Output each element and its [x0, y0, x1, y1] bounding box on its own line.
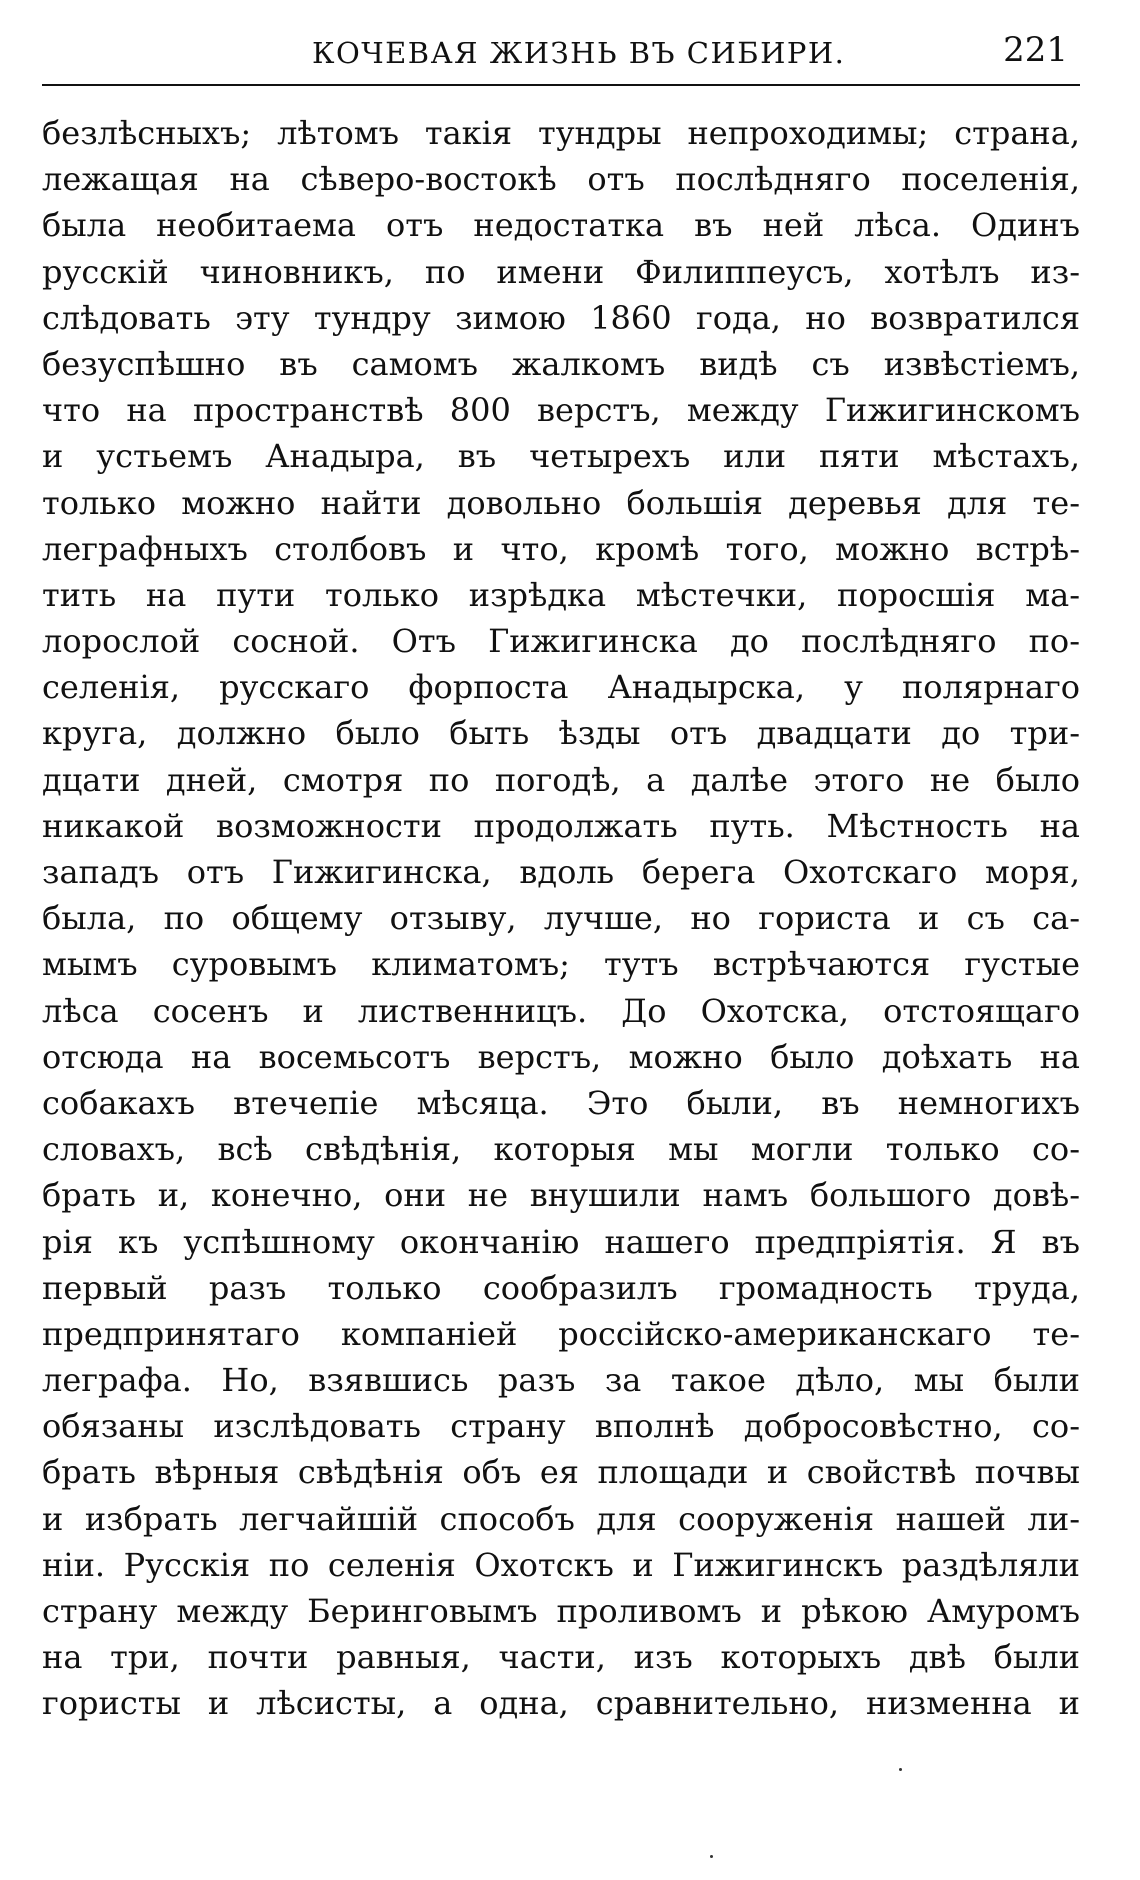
text-line: была, по общему отзыву, лучше, но гориста и съ са- — [42, 899, 1080, 938]
text-line: леграфа. Но, взявшись разъ за такое дѣло, мы были — [42, 1361, 1080, 1400]
print-speck — [899, 1768, 902, 1771]
text-line: лѣса сосенъ и лиственницъ. До Охотска, отстоящаго — [42, 991, 1080, 1030]
body-text — [42, 110, 1080, 1727]
text-line: рія къ успѣшному окончанію нашего предпріятія. Я въ — [42, 1222, 1080, 1261]
text-line: брать вѣрныя свѣдѣнія объ ея площади и свойствѣ почвы — [42, 1453, 1080, 1492]
text-line: слѣдовать эту тундру зимою 1860 года, но возвратился — [42, 298, 1080, 337]
text-line: страну между Беринговымъ проливомъ и рѣкою Амуромъ — [42, 1592, 1080, 1630]
text-line: русскій чиновникъ, по имени Филиппеусъ, хотѣлъ из- — [42, 252, 1080, 291]
text-line: брать и, конечно, они не внушили намъ большого довѣ- — [42, 1176, 1080, 1215]
text-line: словахъ, всѣ свѣдѣнія, которыя мы могли только со- — [42, 1130, 1080, 1169]
text-line: лежащая на сѣверо-востокѣ отъ послѣдняго поселенія, — [42, 160, 1080, 199]
text-line: первый разъ только сообразилъ громадность труда, — [42, 1268, 1080, 1307]
text-line: что на пространствѣ 800 верстъ, между Гижигинскомъ — [42, 391, 1080, 430]
text-line: отсюда на восемьсотъ верстъ, можно было доѣхать на — [42, 1037, 1080, 1076]
text-line: тить на пути только изрѣдка мѣстечки, поросшія ма- — [42, 575, 1080, 614]
text-line: леграфныхъ столбовъ и что, кромѣ того, можно встрѣ- — [42, 529, 1080, 568]
text-line: гористы и лѣсисты, а одна, сравнительно, низменна и — [42, 1684, 1080, 1723]
text-line: лорослой сосной. Отъ Гижигинска до послѣдняго по- — [42, 622, 1080, 661]
text-line: обязаны изслѣдовать страну вполнѣ добросовѣстно, со- — [42, 1407, 1080, 1446]
text-line: мымъ суровымъ климатомъ; тутъ встрѣчаются густые — [42, 945, 1080, 984]
running-title: КОЧЕВАЯ ЖИЗНЬ ВЪ СИБИРИ. — [312, 36, 846, 70]
text-line: и устьемъ Анадыра, въ четырехъ или пяти мѣстахъ, — [42, 437, 1080, 476]
text-line: круга, должно было быть ѣзды отъ двадцати до три- — [42, 714, 1080, 753]
text-line: безлѣсныхъ; лѣтомъ такія тундры непроходимы; страна, — [42, 114, 1080, 152]
page-header — [42, 30, 1080, 86]
text-line: была необитаема отъ недостатка въ ней лѣса. Одинъ — [42, 206, 1080, 245]
text-line: только можно найти довольно большія деревья для те- — [42, 483, 1080, 522]
print-speck — [710, 1855, 713, 1858]
text-line: на три, почти равныя, части, изъ которыхъ двѣ были — [42, 1638, 1080, 1677]
text-line: дцати дней, смотря по погодѣ, а далѣе этого не было — [42, 760, 1080, 799]
text-line: селенія, русскаго форпоста Анадырска, у полярнаго — [42, 668, 1080, 707]
text-line: и избрать легчайшій способъ для сооруженія нашей ли- — [42, 1499, 1080, 1538]
text-line: собакахъ втечепіе мѣсяца. Это были, въ немногихъ — [42, 1083, 1080, 1122]
text-line: западъ отъ Гижигинска, вдоль берега Охотскаго моря, — [42, 853, 1080, 891]
page-number: 221 — [1003, 30, 1068, 70]
text-line: никакой возможности продолжать путь. Мѣстность на — [42, 806, 1080, 845]
text-line: предпринятаго компаніей россійско-американскаго те- — [42, 1314, 1080, 1353]
text-line: ніи. Русскія по селенія Охотскъ и Гижигинскъ раздѣляли — [42, 1545, 1080, 1584]
text-line: безуспѣшно въ самомъ жалкомъ видѣ съ извѣстіемъ, — [42, 344, 1080, 383]
